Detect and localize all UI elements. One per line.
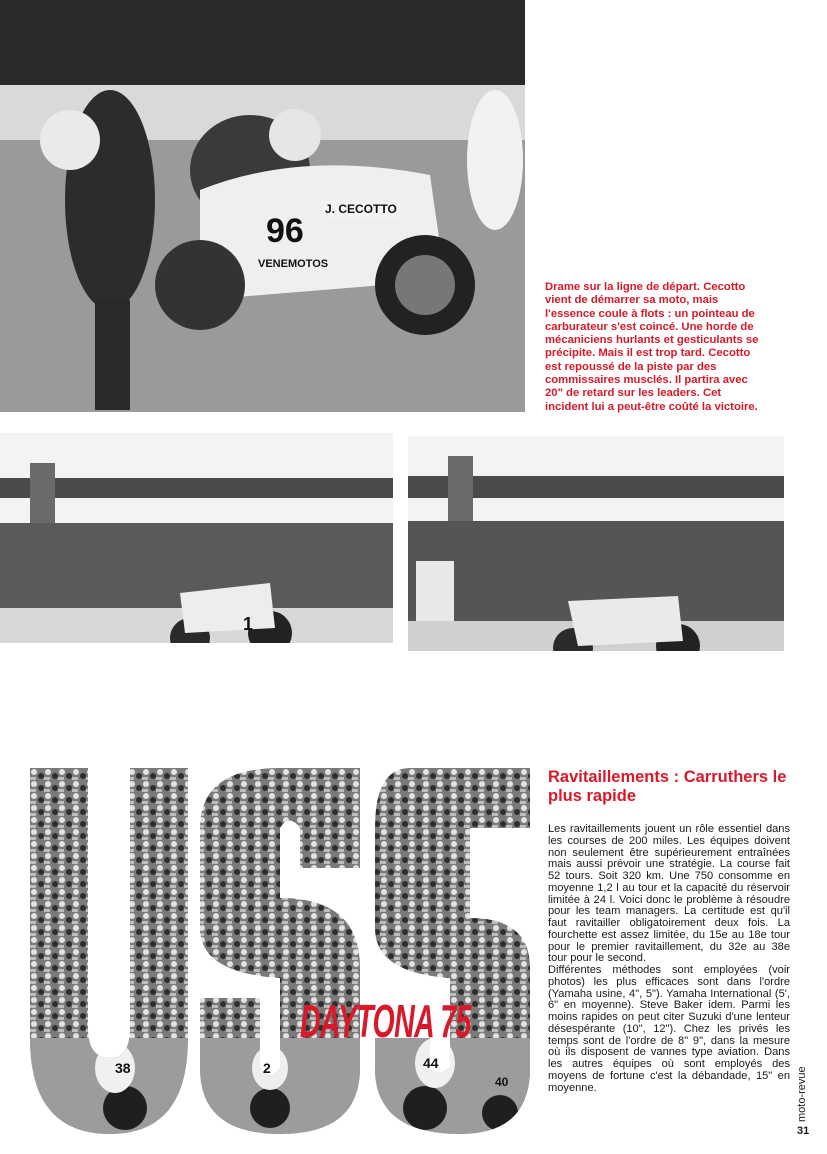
pit-bike-number: 1 — [243, 614, 254, 634]
photo-caption: Drame sur la ligne de départ. Cecotto vient de démarrer sa moto, mais l'essence coule à flots : un pointeau de carburateur s'est coincé. Une horde de mécaniciens hurlants et gesticulants se précipite. Mais il est trop tard. Cecotto est repoussé de la piste par des commissaires musclés. Il partira avec 20" de retard sur les leaders. Cet incident lui a peut-être coûté la victoire. — [545, 281, 759, 413]
rider-plate: J. CECOTTO — [322, 201, 400, 217]
crowd-bike-number-3: 44 — [423, 1055, 439, 1071]
crowd-bike-number-1: 38 — [115, 1060, 131, 1076]
crowd-bike-number-2: 2 — [263, 1060, 271, 1076]
daytona-title: DAYTONA 75 — [300, 995, 471, 1047]
article-body — [548, 824, 790, 1094]
start-line-photo — [0, 0, 525, 412]
crowd-bike-number-4: 40 — [495, 1075, 509, 1089]
article-title: Ravitaillements : Carruthers le plus rapide — [548, 768, 787, 805]
pit-stop-right-scene — [408, 436, 784, 680]
usa-crowd-letters — [30, 768, 535, 1134]
article-paragraph-2: Différentes méthodes sont employées (voir photos) les plus efficaces sont dans l'ordre (Yamaha usine, 4", 5"). Yamaha International (5', 6" en moyenne). Steve Baker idem. Parmi les moins rapides on peut citer Suzuki d'une lenteur désespérante (10", 12"). Chez les privés les temps sont de l'ordre de 8" 9", dans la mesure où ils disposent de vannes type aviation. Dans les autres équipes où sont employés des moyens de fortune c'est la débandade, 15" en moyenne. — [548, 964, 790, 1094]
bike-number-plate: 96 — [266, 212, 304, 250]
magazine-name: moto-revue — [796, 1066, 808, 1122]
page-number: 31 — [797, 1125, 810, 1137]
pit-stop-left-scene — [0, 433, 393, 676]
pit-stop-photo-right — [408, 436, 784, 680]
article-paragraph-1: Les ravitaillements jouent un rôle essentiel dans les courses de 200 miles. Les équipes doivent non seulement être supérieurement entraînées mais aussi prévoir une stratégie. La course fait 52 tours. Soit 320 km. Une 750 consomme en moyenne 1,2 l au tour et la capacité du réservoir limitée à 24 l. Voici donc le problème à résoudre pour les team managers. La certitude est qu'il faut ravitailler obligatoirement deux fois. La fourchette est assez limitée, du 15e au 18e tour pour le premier ravitaillement, du 32e au 38e tour pour le second. — [548, 823, 790, 965]
start-line-scene — [0, 0, 525, 412]
crowd-letters-art — [30, 768, 535, 1134]
pit-stop-photo-left — [0, 433, 393, 676]
fairing-text: VENEMOTOS — [258, 258, 329, 270]
